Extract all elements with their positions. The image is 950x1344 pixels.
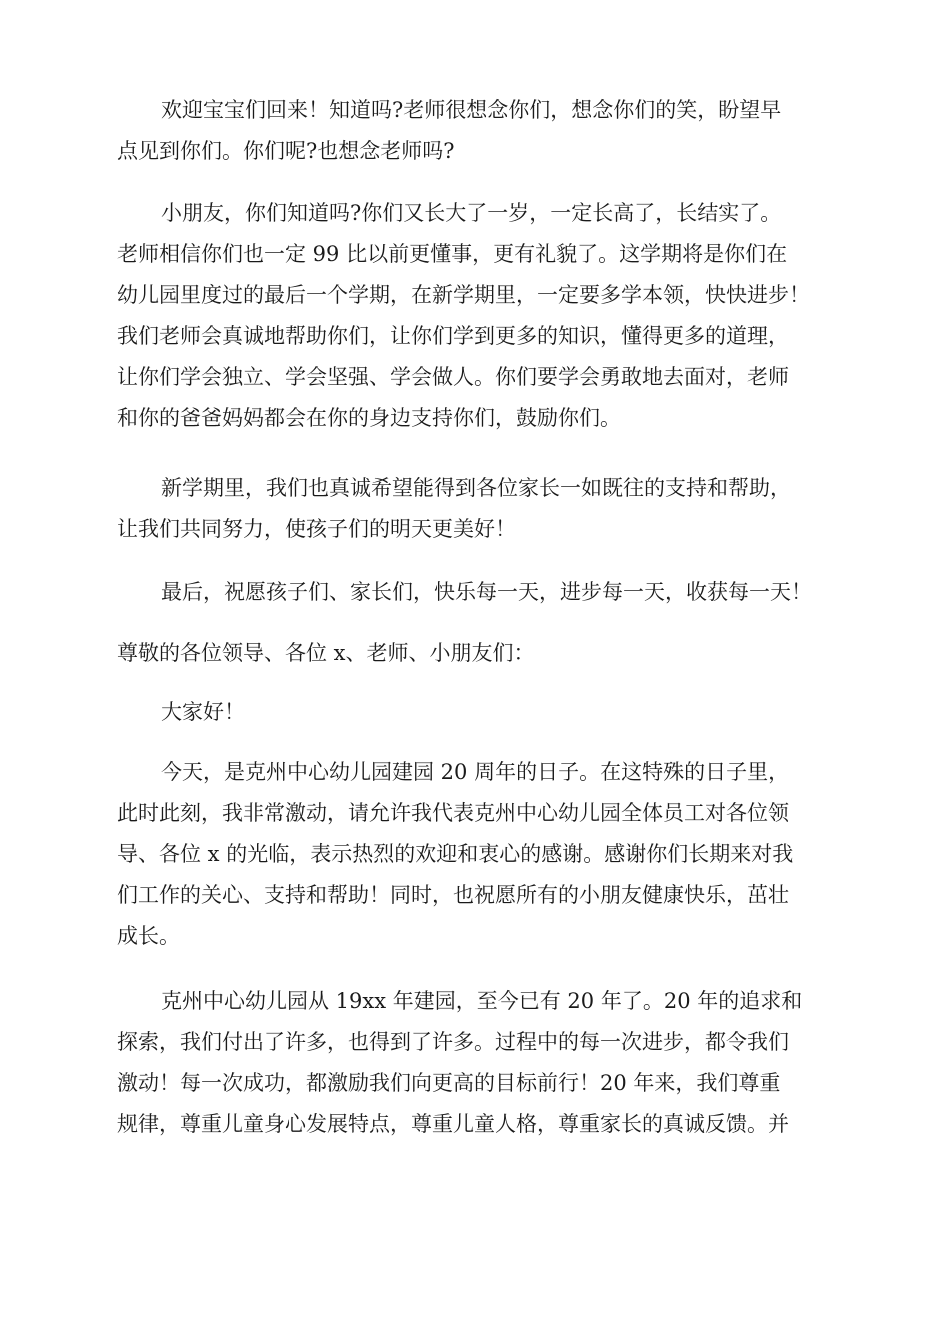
text-line: 尊敬的各位领导、各位 x、老师、小朋友们： [117, 641, 535, 665]
text-line: 激动！每一次成功，都激励我们向更高的目标前行！20 年来，我们尊重 [117, 1071, 781, 1095]
paragraph-anniversary [117, 752, 793, 957]
text-line: 规律，尊重儿童身心发展特点，尊重儿童人格，尊重家长的真诚反馈。并 [117, 1112, 789, 1136]
text-line: 新学期里，我们也真诚希望能得到各位家长一如既往的支持和帮助， [161, 476, 791, 500]
text-line: 让我们共同努力，使孩子们的明天更美好！ [117, 517, 516, 541]
text-line: 导、各位 x 的光临，表示热烈的欢迎和衷心的感谢。感谢你们长期来对我 [117, 842, 794, 866]
text-line: 今天，是克州中心幼儿园建园 20 周年的日子。在这特殊的日子里， [161, 760, 790, 784]
paragraph-parents-support [117, 468, 791, 550]
text-line: 成长。 [117, 924, 180, 948]
text-line: 大家好！ [161, 700, 245, 724]
text-line: 和你的爸爸妈妈都会在你的身边支持你们，鼓励你们。 [117, 406, 621, 430]
text-line: 老师相信你们也一定 99 比以前更懂事，更有礼貌了。这学期将是你们在 [117, 242, 788, 266]
text-line: 克州中心幼儿园从 19xx 年建园，至今已有 20 年了。20 年的追求和 [161, 989, 803, 1013]
text-line: 我们老师会真诚地帮助你们，让你们学到更多的知识，懂得更多的道理， [117, 324, 789, 348]
text-line: 此时此刻，我非常激动，请允许我代表克州中心幼儿园全体员工对各位领 [117, 801, 789, 825]
paragraph-grown-up [117, 193, 810, 439]
text-line: 让你们学会独立、学会坚强、学会做人。你们要学会勇敢地去面对，老师 [117, 365, 789, 389]
paragraph-wishes [117, 572, 812, 613]
text-line: 探索，我们付出了许多，也得到了许多。过程中的每一次进步，都令我们 [117, 1030, 789, 1054]
text-line: 欢迎宝宝们回来！知道吗?老师很想念你们，想念你们的笑，盼望早 [161, 98, 782, 122]
salutation [117, 633, 535, 674]
paragraph-history [117, 981, 802, 1145]
text-line: 小朋友，你们知道吗?你们又长大了一岁，一定长高了，长结实了。 [161, 201, 782, 225]
text-line: 们工作的关心、支持和帮助！同时，也祝愿所有的小朋友健康快乐，茁壮 [117, 883, 789, 907]
text-line: 幼儿园里度过的最后一个学期，在新学期里，一定要多学本领，快快进步！ [117, 283, 810, 307]
text-line: 点见到你们。你们呢?也想念老师吗? [117, 139, 455, 163]
greeting [117, 692, 245, 733]
paragraph-welcome-back [117, 90, 781, 172]
text-line: 最后，祝愿孩子们、家长们，快乐每一天，进步每一天，收获每一天！ [161, 580, 812, 604]
